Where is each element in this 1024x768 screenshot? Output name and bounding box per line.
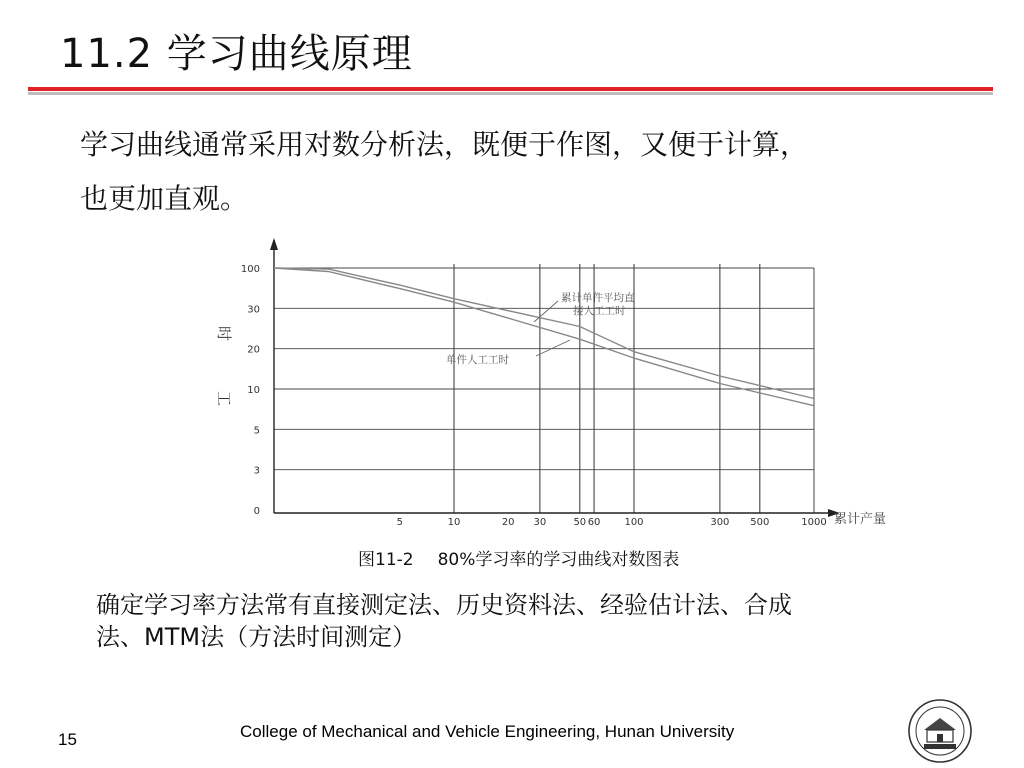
- y-axis-label-char-1: 时: [215, 326, 233, 342]
- x-tick-label: 1000: [801, 517, 827, 528]
- caption-text: 80%学习率的学习曲线对数图表: [437, 550, 680, 570]
- y-tick-label: 30: [247, 304, 260, 316]
- chart-caption: [358, 545, 679, 570]
- x-axis-label: 累计产量: [834, 512, 887, 527]
- y-tick-label: 20: [247, 344, 260, 356]
- annotation-unit-hours-text: 单件人工工时: [446, 354, 509, 366]
- seal-building-door: [937, 734, 943, 742]
- caption-figure-id: 图11-2: [358, 550, 414, 570]
- annotation-cumulative-average: [534, 291, 635, 322]
- annotation-leader-line: [536, 340, 570, 356]
- annotation-cumulative-line-1: 累计单件平均直: [561, 292, 635, 304]
- intro-paragraph: [80, 118, 940, 226]
- footer-institution: College of Mechanical and Vehicle Engineering, Hunan University: [240, 722, 735, 741]
- hunan-university-seal-icon: [907, 698, 973, 764]
- annotation-cumulative-line-2: 接人工工时: [573, 305, 626, 317]
- y-tick-labels: [241, 264, 260, 517]
- methods-line-2: 法、MTM法（方法时间测定）: [96, 623, 417, 651]
- intro-line-1: 学习曲线通常采用对数分析法，既便于作图，又便于计算，: [80, 128, 809, 161]
- page-number: 15: [58, 730, 77, 749]
- annotation-unit-hours: [446, 340, 570, 366]
- title-underline-red: [28, 87, 993, 91]
- x-tick-label: 50: [573, 517, 587, 528]
- y-tick-label: 5: [253, 425, 260, 437]
- learning-curve-chart: [210, 228, 910, 533]
- seal-outer-ring: [909, 700, 971, 762]
- series-line-2: [274, 268, 814, 406]
- series-layer: [274, 268, 814, 406]
- x-tick-label: 300: [710, 517, 730, 528]
- x-tick-label: 100: [624, 517, 644, 528]
- chart-labels: [215, 291, 886, 527]
- x-tick-label: 500: [750, 517, 770, 528]
- y-tick-label: 0: [253, 506, 260, 517]
- seal-building-roof: [924, 718, 956, 730]
- x-tick-label: 60: [587, 517, 601, 528]
- x-tick-label: 10: [447, 517, 461, 528]
- x-tick-label: 5: [396, 517, 404, 528]
- chart-axes: [270, 238, 840, 517]
- horizontal-grid: [274, 268, 814, 513]
- seal-banner: [924, 744, 956, 749]
- y-axis-label-char-2: 工: [215, 391, 233, 407]
- y-tick-label: 100: [240, 264, 260, 275]
- title-underline-gray: [28, 92, 993, 95]
- y-tick-label: 10: [247, 385, 260, 396]
- intro-line-2: 也更加直观。: [80, 182, 249, 215]
- x-tick-label: 30: [533, 517, 547, 528]
- x-tick-labels: [397, 517, 827, 528]
- slide-title: 11.2 学习曲线原理: [60, 31, 413, 77]
- series-line-1: [274, 268, 814, 399]
- y-tick-label: 3: [253, 465, 260, 477]
- methods-line-1: 确定学习率方法常有直接测定法、历史资料法、经验估计法、合成: [96, 591, 792, 619]
- x-tick-label: 20: [501, 517, 515, 528]
- methods-paragraph: [96, 589, 936, 653]
- y-axis-arrow: [270, 238, 278, 250]
